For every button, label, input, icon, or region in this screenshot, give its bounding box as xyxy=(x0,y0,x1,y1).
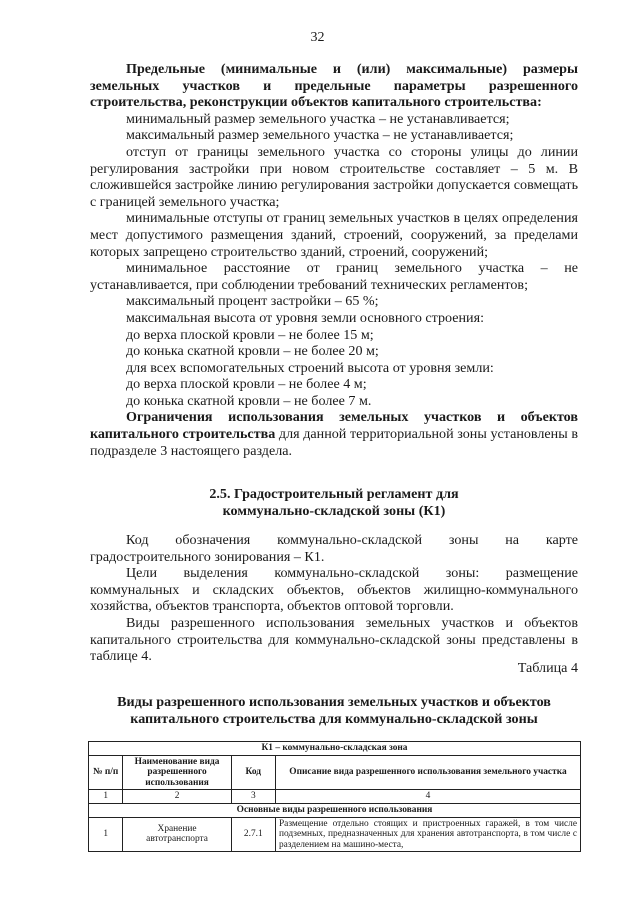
section-title-line2: коммунально-складской зоны (К1) xyxy=(222,502,446,519)
row-code: 2.7.1 xyxy=(231,817,275,852)
code-paragraph: Код обозначения коммунально-складской зоны на карте градостроительного зонирования – К1. xyxy=(90,532,578,565)
table-row xyxy=(89,817,581,852)
min-plot-text: минимальный размер земельного участка – не устанавливается; xyxy=(126,110,510,127)
min-distance-text: минимальное расстояние от границ земельного участка – не устанавливается, при соблюдении требований технических регламентов; xyxy=(90,260,578,293)
col-name-header: Наименование вида разрешенного использования xyxy=(123,755,231,790)
group-main-header: Основные виды разрешенного использования xyxy=(89,803,581,817)
section-body xyxy=(90,532,578,665)
flat-roof-aux-text: до верха плоской кровли – не более 4 м; xyxy=(126,376,367,393)
section-title xyxy=(90,486,578,519)
col-num-header: № п/п xyxy=(89,755,123,790)
table-title-line1: Виды разрешенного использования земельных участков и объектов xyxy=(117,694,551,710)
restrictions-paragraph xyxy=(90,409,578,459)
limits-heading: Предельные (минимальные и (или) максимальные) размеры земельных участков и предельные параметры разрешенного строительства, реконструкции объектов капитального строительства: xyxy=(90,61,578,111)
limits-section xyxy=(90,61,578,459)
restrictions-bold: Ограничения использования земельных участков и объектов капитального строительства xyxy=(90,409,578,443)
max-height-main-text: максимальная высота от уровня земли основного строения: xyxy=(126,309,484,326)
aux-height-text: для всех вспомогательных строений высота от уровня земли: xyxy=(126,359,494,376)
num-row-cell: 3 xyxy=(231,790,275,804)
goals-paragraph: Цели выделения коммунально-складской зоны: размещение коммунальных и складских объектов, объектов жилищно-коммунального хозяйства, объектов транспорта, объектов оптовой торговли. xyxy=(90,565,578,615)
col-desc-header: Описание вида разрешенного использования земельного участка xyxy=(275,755,580,790)
zone-header: К1 – коммунально-складская зона xyxy=(89,742,581,756)
col-code-header: Код xyxy=(231,755,275,790)
row-desc: Размещение отдельно стоящих и пристроенных гаражей, в том числе подземных, предназначенных для хранения автотранспорта, в том числе с разделением на машино-места, xyxy=(275,817,580,852)
table-4 xyxy=(88,741,581,852)
pitched-roof-main-text: до конька скатной кровли – не более 20 м; xyxy=(126,343,379,360)
num-row-cell: 2 xyxy=(123,790,231,804)
row-name: Хранение автотранспорта xyxy=(123,817,231,852)
restrictions-rest: для данной территориальной зоны установлены в подразделе 3 настоящего раздела. xyxy=(90,426,578,459)
max-coverage-text: максимальный процент застройки – 65 %; xyxy=(126,293,379,310)
min-setbacks-text: минимальные отступы от границ земельных участков в целях определения мест допустимого размещения зданий, строений, сооружений, за пределами которых запрещено строительство зданий, строений, сооружений; xyxy=(90,210,578,260)
num-row-cell: 1 xyxy=(89,790,123,804)
max-plot-text: максимальный размер земельного участка – не устанавливается; xyxy=(126,127,514,144)
section-title-line1: 2.5. Градостроительный регламент для xyxy=(209,486,459,502)
types-paragraph: Виды разрешенного использования земельных участков и объектов капитального строительства для коммунально-складской зоны представлены в таблице 4. xyxy=(90,614,578,665)
page-number: 32 xyxy=(310,30,325,45)
flat-roof-main-text: до верха плоской кровли – не более 15 м; xyxy=(126,326,374,343)
table-title xyxy=(90,694,578,727)
street-setback-text: отступ от границы земельного участка со стороны улицы до линии регулирования застройки при новом строительстве составляет – 5 м. В сложившейся застройке линию регулирования застройки допускается совмещать с границей земельного участка; xyxy=(90,143,578,210)
num-row-cell: 4 xyxy=(275,790,580,804)
table-title-line2: капитального строительства для коммунально-складской зоны xyxy=(130,710,538,727)
row-num: 1 xyxy=(89,817,123,852)
pitched-roof-aux-text: до конька скатной кровли – не более 7 м. xyxy=(126,392,372,409)
table-label: Таблица 4 xyxy=(517,660,578,676)
